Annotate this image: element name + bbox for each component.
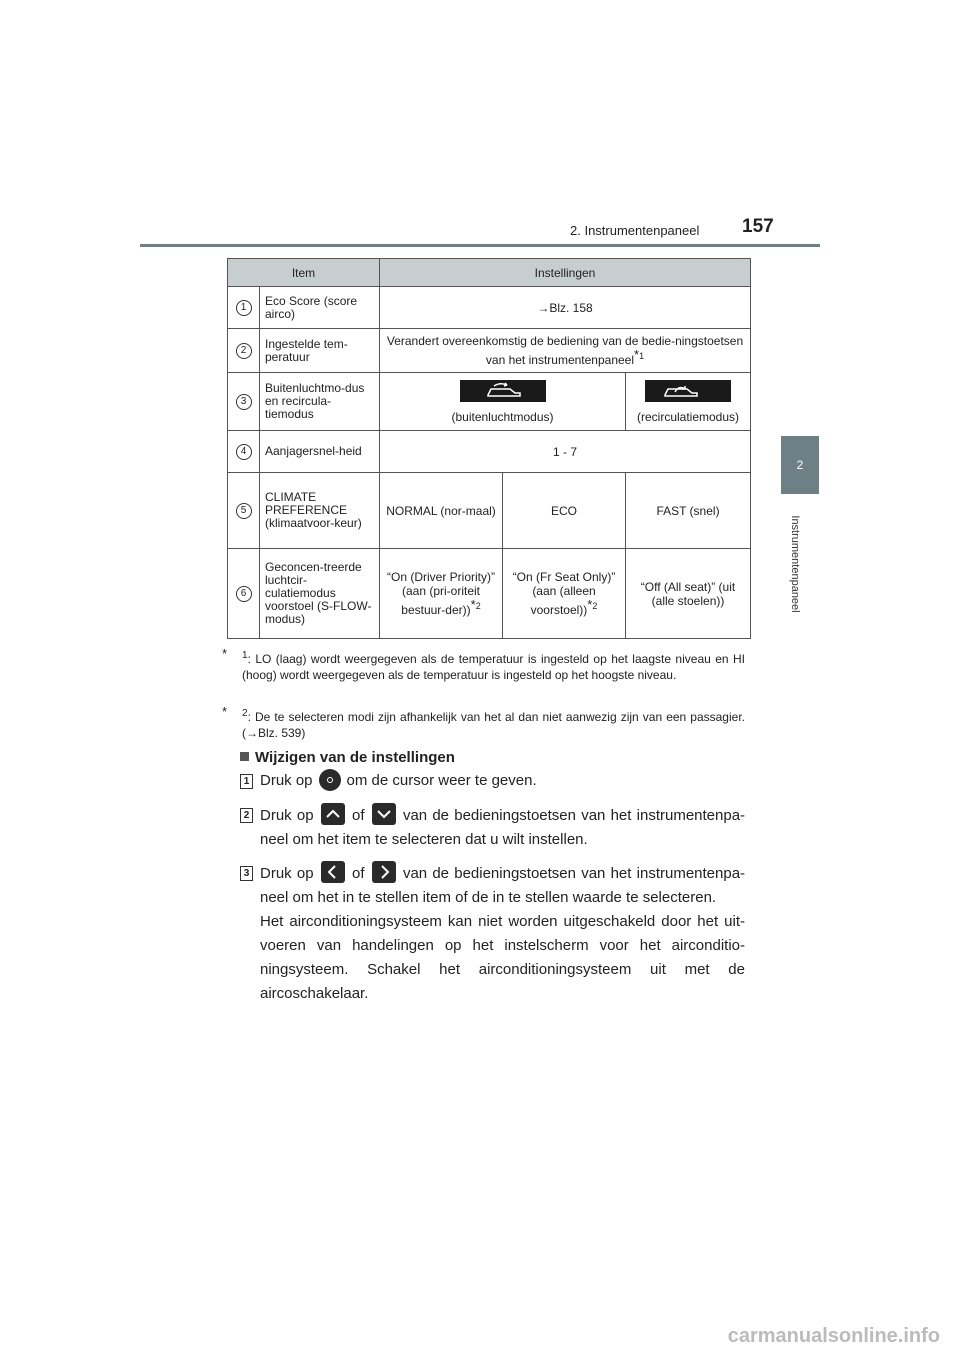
table-row bbox=[228, 287, 751, 329]
option-recirculation bbox=[626, 373, 751, 431]
row-item: Ingestelde tem-peratuur bbox=[260, 329, 380, 373]
step-text-part: om de cursor weer te geven. bbox=[346, 772, 537, 789]
section-bullet bbox=[240, 752, 249, 761]
chapter-tab[interactable]: 2 bbox=[781, 436, 819, 494]
page-number: 157 bbox=[742, 216, 774, 237]
footnote-marker: * bbox=[222, 646, 228, 661]
down-arrow-button-icon[interactable] bbox=[372, 803, 396, 825]
option-label: (buitenluchtmodus) bbox=[451, 409, 554, 424]
footnote-number: 2 bbox=[475, 601, 481, 611]
settings-table bbox=[227, 258, 751, 639]
step-text-part: van de bedieningstoetsen van het instrumentenpa-neel om het item te selecteren dat u wilt instellen. bbox=[260, 807, 746, 848]
step-text-part: van de bedieningstoetsen van het instrumentenpa-neel om het in te stellen item of de in te stellen waarde te selecteren. bbox=[260, 865, 746, 906]
step-text-part: of bbox=[352, 865, 365, 882]
option-eco: ECO bbox=[503, 473, 626, 549]
option-normal: NORMAL (nor-maal) bbox=[380, 473, 503, 549]
row-number: 4 bbox=[236, 444, 252, 460]
table-row bbox=[228, 329, 751, 373]
section-title-text: Wijzigen van de instellingen bbox=[255, 749, 455, 766]
table-row bbox=[228, 373, 751, 431]
step-note: Het airconditioningsysteem kan niet worden uitgeschakeld door het uit-voeren van handelingen op het instelscherm voor het airconditio-ningsysteem. Schakel het airconditioningsysteem uit met de aircoschakelaar. bbox=[260, 913, 745, 1002]
step-text-part: Druk op bbox=[260, 772, 313, 789]
row-item: Geconcen-treerde luchtcir-culatiemodus voorstoel (S-FLOW-modus) bbox=[260, 549, 380, 639]
chapter-label bbox=[786, 504, 804, 624]
row-value-text: Verandert overeenkomstig de bediening van de bedie-ningstoetsen van het instrumentenpaneel bbox=[386, 334, 744, 367]
option-fr-seat-only bbox=[503, 549, 626, 639]
footnote-number: 1 bbox=[242, 650, 248, 661]
row-item: Aanjagersnel-heid bbox=[260, 431, 380, 473]
option-driver-priority bbox=[380, 549, 503, 639]
menu-button-icon[interactable] bbox=[319, 769, 341, 791]
option-outside-air bbox=[380, 373, 626, 431]
option-label: “On (Fr Seat Only)” (aan (alleen voorstoel)) bbox=[512, 570, 616, 617]
option-label: “On (Driver Priority)” (aan (pri-oriteit bestuur-der)) bbox=[387, 570, 495, 617]
step-text-part: Druk op bbox=[260, 865, 314, 882]
row-number: 3 bbox=[236, 394, 252, 410]
recirculation-icon bbox=[645, 380, 731, 402]
step-1-text bbox=[260, 769, 745, 793]
row-number: 6 bbox=[236, 586, 252, 602]
step-3-text bbox=[260, 861, 745, 1006]
table-row bbox=[228, 549, 751, 639]
row-value: 1 - 7 bbox=[380, 431, 751, 473]
footnote-1: * $^1$: LO (laag) wordt weergegeven als de temperatuur is ingesteld op het laagste niveau en HI (hoog) wordt weergegeven als de temperatuur is ingesteld op het hoogste niveau. bbox=[222, 646, 746, 682]
section-title bbox=[240, 749, 455, 766]
up-arrow-button-icon[interactable] bbox=[321, 803, 345, 825]
row-number: 1 bbox=[236, 300, 252, 316]
footnote-number: 1 bbox=[639, 351, 645, 361]
step-text-part: of bbox=[352, 807, 365, 824]
footnote-marker: * bbox=[634, 347, 640, 362]
right-arrow-button-icon[interactable] bbox=[372, 861, 396, 883]
table-row bbox=[228, 473, 751, 549]
row-item: Buitenluchtmo-dus en recircula-tiemodus bbox=[260, 373, 380, 431]
row-item: CLIMATE PREFERENCE (klimaatvoor-keur) bbox=[260, 473, 380, 549]
footnote-2: * $^2$: De te selecteren modi zijn afhankelijk van het al dan niet aanwezig zijn van een passagier. (→Blz. 539) bbox=[222, 704, 745, 740]
step-2-text bbox=[260, 803, 745, 852]
step-text-part: Druk op bbox=[260, 807, 314, 824]
footnote-marker: * bbox=[222, 704, 228, 719]
option-fast: FAST (snel) bbox=[626, 473, 751, 549]
option-label: (recirculatiemodus) bbox=[636, 409, 740, 424]
footnote-marker: * bbox=[587, 597, 593, 612]
outside-air-icon bbox=[460, 380, 546, 402]
footnote-number: 2 bbox=[242, 708, 248, 719]
row-value: →Blz. 158 bbox=[380, 287, 751, 329]
step-number: 2 bbox=[240, 808, 253, 823]
header-section-title: 2. Instrumentenpaneel bbox=[570, 223, 700, 238]
row-number: 2 bbox=[236, 343, 252, 359]
header-instellingen: Instellingen bbox=[380, 259, 751, 287]
footnote-text: LO (laag) wordt weergegeven als de temperatuur is ingesteld op het laagste niveau en HI (hoog) wordt weergegeven als de temperatuur is ingesteld op het hoogste niveau. bbox=[242, 652, 746, 682]
header-rule bbox=[140, 244, 820, 247]
watermark: carmanualsonline.info bbox=[727, 1325, 940, 1347]
footnote-marker: * bbox=[470, 597, 476, 612]
row-item: Eco Score (score airco) bbox=[260, 287, 380, 329]
table-header-row bbox=[228, 259, 751, 287]
footnote-number: 2 bbox=[592, 601, 598, 611]
left-arrow-button-icon[interactable] bbox=[321, 861, 345, 883]
row-number: 5 bbox=[236, 503, 252, 519]
step-number: 3 bbox=[240, 866, 253, 881]
row-value bbox=[380, 329, 751, 373]
header-item: Item bbox=[228, 259, 380, 287]
chapter-label-text: Instrumentenpaneel bbox=[789, 515, 801, 613]
table-row bbox=[228, 431, 751, 473]
step-number: 1 bbox=[240, 774, 253, 789]
footnote-text: De te selecteren modi zijn afhankelijk van het al dan niet aanwezig zijn van een passagier. (→Blz. 539) bbox=[242, 710, 745, 740]
option-all-seat-off: “Off (All seat)” (uit (alle stoelen)) bbox=[626, 549, 751, 639]
